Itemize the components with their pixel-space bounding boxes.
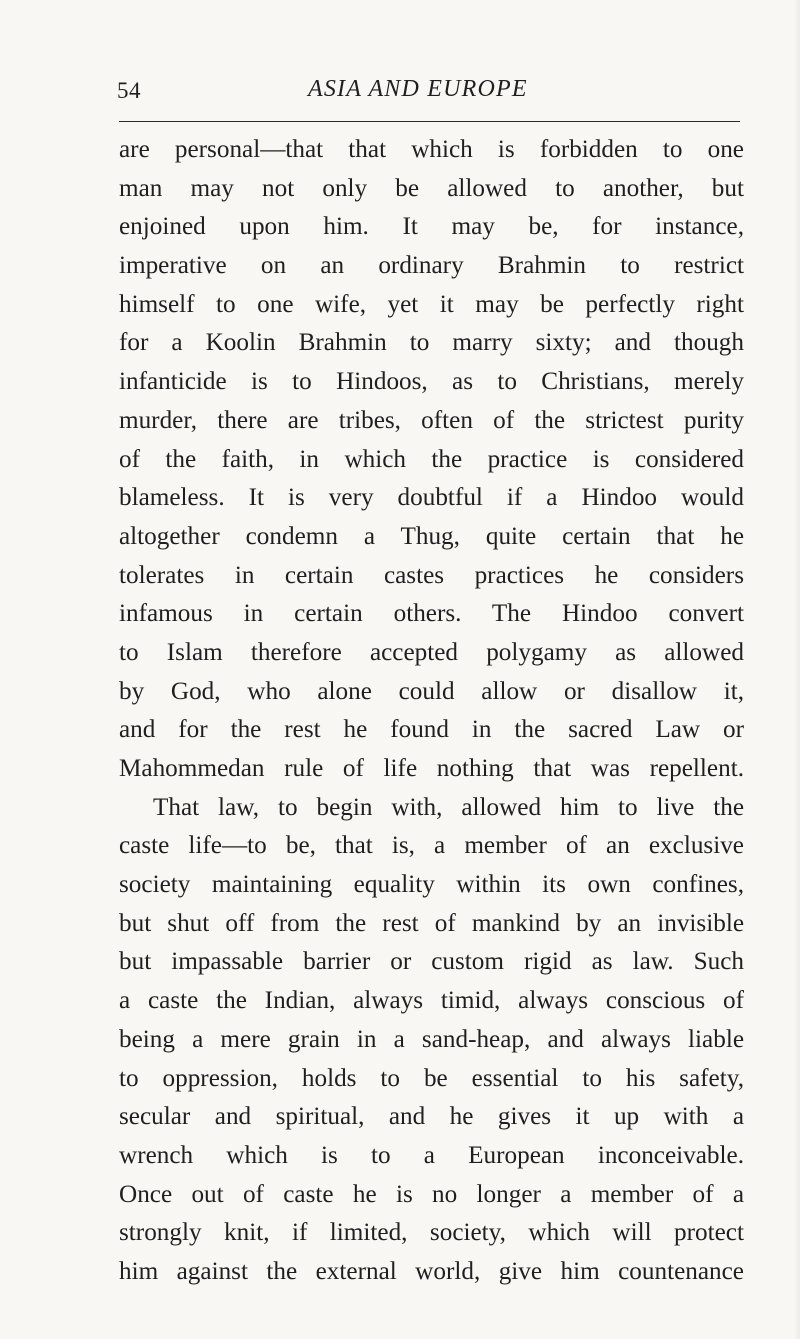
text-line: Mahommedan rule of life nothing that was repellent. [119,755,744,782]
text-line: him against the external world, give him countenance [119,1257,744,1285]
text-line: infanticide is to Hindoos, as to Christians, merely [119,368,744,396]
page-number: 54 [117,78,141,103]
text-line: wrench which is to a European inconceivable. [119,1141,744,1169]
text-line: man may not only be allowed to another, but [119,174,744,202]
text-line: but shut off from the rest of mankind by an invisible [119,909,744,937]
text-line: secular and spiritual, and he gives it up with a [119,1103,744,1131]
running-head: ASIA AND EUROPE [308,76,528,102]
text-line: to Islam therefore accepted polygamy as allowed [119,638,744,666]
text-line: altogether condemn a Thug, quite certain that he [119,522,744,550]
text-line: for a Koolin Brahmin to marry sixty; and though [119,329,744,357]
text-line: being a mere grain in a sand-heap, and always liable [119,1025,744,1053]
text-line: caste life—to be, that is, a member of an exclusive [119,832,744,860]
text-line: murder, there are tribes, often of the strictest purity [119,406,744,434]
body-text [119,131,744,1292]
text-line: blameless. It is very doubtful if a Hindoo would [119,484,744,512]
page-edge-shadow [794,0,800,1339]
text-line: a caste the Indian, always timid, always conscious of [119,987,744,1015]
text-line: tolerates in certain castes practices he considers [119,561,744,589]
text-line: of the faith, in which the practice is considered [119,445,744,473]
text-line: Once out of caste he is no longer a member of a [119,1180,744,1208]
text-line: by God, who alone could allow or disallow it, [119,677,744,705]
text-line: infamous in certain others. The Hindoo convert [119,600,744,628]
text-line: society maintaining equality within its own confines, [119,871,744,899]
text-line: imperative on an ordinary Brahmin to restrict [119,252,744,280]
header-rule [119,121,740,122]
text-line: strongly knit, if limited, society, which will protect [119,1219,744,1247]
text-line: himself to one wife, yet it may be perfectly right [119,290,744,318]
text-line: and for the rest he found in the sacred Law or [119,716,744,744]
page-header [117,72,740,112]
text-line: enjoined upon him. It may be, for instance, [119,213,744,241]
text-line: That law, to begin with, allowed him to live the [153,793,744,821]
text-line: are personal—that that which is forbidden to one [119,136,744,163]
text-line: to oppression, holds to be essential to his safety, [119,1064,744,1092]
text-line: but impassable barrier or custom rigid as law. Such [119,948,744,976]
